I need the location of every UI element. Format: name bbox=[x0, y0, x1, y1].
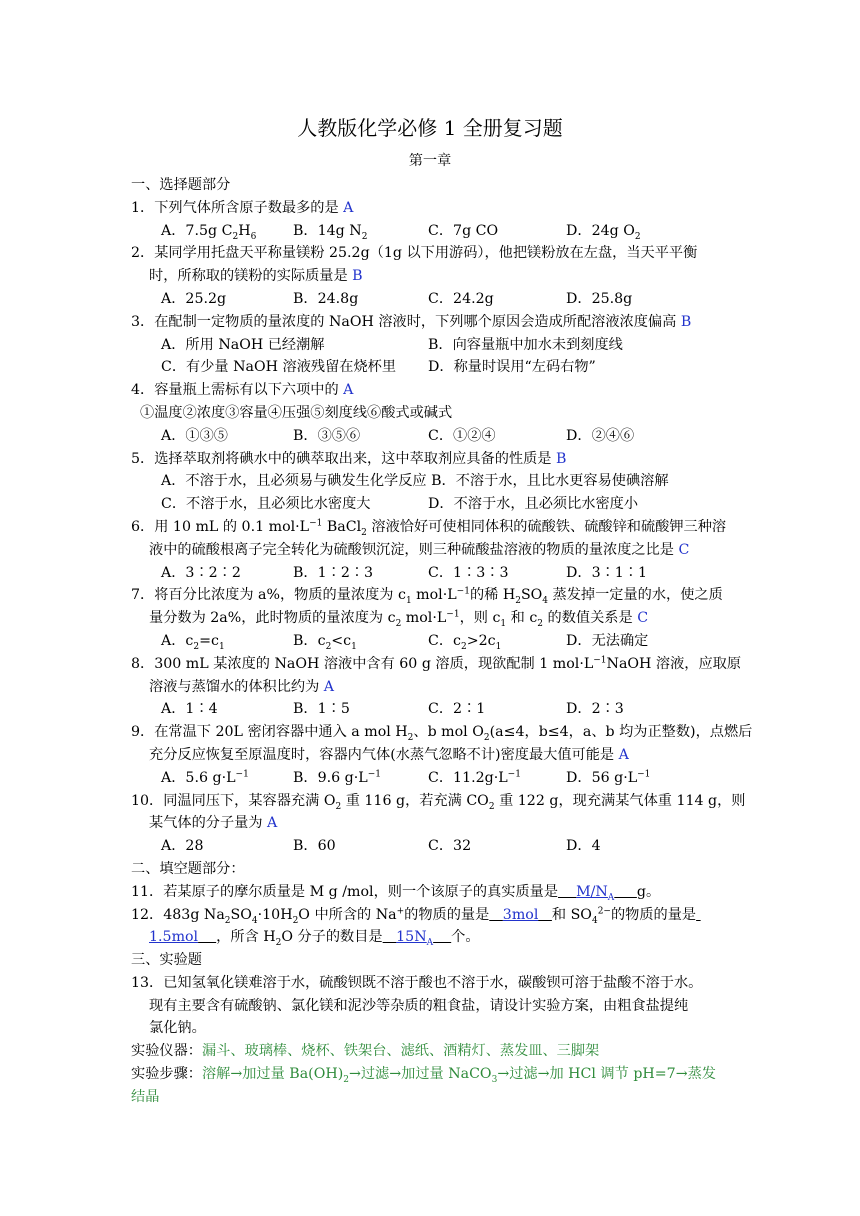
question-6-cont: 液中的硫酸根离子完全转化为硫酸钡沉淀，则三种硫酸盐溶液的物质的量浓度之比是 C bbox=[149, 541, 690, 558]
question-4-items: ①温度②浓度③容量④压强⑤刻度线⑥酸式或碱式 bbox=[140, 404, 453, 421]
question-4: 4．容量瓶上需标有以下六项中的 A bbox=[131, 382, 354, 399]
option-c: C．$11.2g\cdot L^{-1}$ bbox=[428, 768, 521, 786]
question-10-cont: 某气体的分子量为 A bbox=[149, 815, 278, 832]
question-12: 12．483g $Na_2SO_4\cdot 10H_2O$ 中所含的 Na+的物质的量是 3mol 和 $SO_4^{2-}$的物质的量是 bbox=[131, 905, 697, 926]
option-a: A．5.6 $g\cdot L^{-1}$ bbox=[161, 768, 249, 786]
option-d: D．24g $O_2$ bbox=[566, 222, 641, 242]
question-1-options bbox=[131, 220, 731, 243]
question-12-cont: 1.5mol ，所含 $H_2O$ 分子的数目是 $15N_A$ 个。 bbox=[149, 929, 480, 949]
question-11: 11．若某原子的摩尔质量是 M g /mol，则一个该原子的真实质量是 $M/N_A$ g。 bbox=[131, 883, 661, 903]
steps-line-2: 结晶 bbox=[131, 1088, 160, 1105]
steps-answer: 溶解→加过量 $Ba(OH)_2\to$过滤→加过量 NaCO$_3$→过滤→加 HCl 调节 pH=7→蒸发 bbox=[201, 1066, 716, 1085]
option-d: D．②④⑥ bbox=[566, 427, 635, 444]
question-3-options-cd bbox=[131, 356, 731, 379]
question-9-options bbox=[131, 767, 731, 790]
section-heading-fill: 二、填空题部分： bbox=[131, 860, 245, 877]
fill-answer-12a: 3mol bbox=[502, 906, 539, 923]
answer-5: B bbox=[555, 450, 567, 467]
instruments-line: 实验仪器：漏斗、玻璃棒、烧杯、铁架台、滤纸、酒精灯、蒸发皿、三脚架 bbox=[131, 1043, 600, 1060]
question-10: 10．同温同压下，某容器充满 $O_2$ 重 116 g，若充满 $CO_2$ 重 122 g，现充满某气体重 114 g，则 bbox=[131, 792, 746, 812]
question-8-options bbox=[131, 698, 731, 721]
answer-4: A bbox=[343, 382, 354, 399]
option-a: A．7.5g $C_2H_6$ bbox=[161, 222, 257, 242]
answer-10: A bbox=[267, 815, 278, 832]
question-8: 8．300 mL 某浓度的 NaOH 溶液中含有 60 g 溶质，现欲配制 1 $mol\cdot L^{-1}NaOH$ 溶液，应取原 bbox=[131, 655, 742, 672]
question-6: 6．用 10 mL 的 0.1 $mol\cdot L^{-1}$ BaCl$_2$ 溶液恰好可使相同体积的硫酸铁、硫酸锌和硫酸钾三种溶 bbox=[131, 518, 727, 538]
option-c: C．2∶1 bbox=[428, 701, 486, 718]
option-d: D．56 $g\cdot L^{-1}$ bbox=[566, 768, 651, 786]
option-b: B．60 bbox=[293, 838, 336, 855]
question-5-options-ab bbox=[131, 470, 731, 493]
question-13-cont-2: 氯化钠。 bbox=[149, 1020, 206, 1037]
option-c: C．24.2g bbox=[428, 290, 494, 307]
option-a: A．28 bbox=[161, 838, 204, 855]
answer-2: B bbox=[352, 268, 363, 285]
option-b: B．向容量瓶中加水未到刻度线 bbox=[428, 336, 623, 353]
section-heading-experiment: 三、实验题 bbox=[131, 952, 202, 969]
option-c: C．7g CO bbox=[428, 222, 499, 239]
option-d: D．3∶1∶1 bbox=[566, 564, 648, 581]
question-2-options bbox=[131, 288, 731, 311]
answer-3: B bbox=[680, 313, 692, 330]
option-c: C．①②④ bbox=[428, 427, 496, 444]
question-9: 9．在常温下 20L 密闭容器中通入 a mol $H_2$、b mol $O_2(a\le 4$，b≤4，a、b 均为正整数)，点燃后 bbox=[131, 724, 753, 743]
question-6-options bbox=[131, 562, 731, 585]
option-b: B．$c_2<c_1$ bbox=[293, 632, 357, 652]
option-c: C．1∶3∶3 bbox=[428, 564, 509, 581]
option-a: A．25.2g bbox=[161, 290, 227, 307]
option-b: B．14g $N_2$ bbox=[293, 222, 368, 242]
option-c: C．$c_2>2c_1$ bbox=[428, 632, 502, 652]
option-a: A．所用 NaOH 已经潮解 bbox=[161, 336, 325, 353]
answer-6: C bbox=[678, 541, 690, 558]
steps-line: 实验步骤：溶解→加过量 $Ba(OH)_2\to$过滤→加过量 NaCO$_3$→过滤→加 HCl 调节 pH=7→蒸发 bbox=[131, 1066, 716, 1085]
question-2: 2．某同学用托盘天平称量镁粉 25.2g（1g 以下用游码），他把镁粉放在左盘，当天平平衡 bbox=[131, 245, 698, 262]
option-b: B．1∶2∶3 bbox=[293, 564, 374, 581]
answer-7: C bbox=[637, 610, 649, 627]
option-d: D．无法确定 bbox=[566, 632, 649, 649]
option-a: A．3∶2∶2 bbox=[161, 564, 241, 581]
option-b: B．24.8g bbox=[293, 290, 359, 307]
question-10-options bbox=[131, 835, 731, 858]
question-5-options-cd bbox=[131, 493, 731, 516]
option-c: C．不溶于水，且必须比水密度大 bbox=[161, 496, 371, 513]
option-a: A．1∶4 bbox=[161, 701, 218, 718]
option-d: D．不溶于水，且必须比水密度小 bbox=[428, 496, 639, 513]
document-body bbox=[131, 174, 753, 1109]
option-d: D．25.8g bbox=[566, 290, 633, 307]
question-8-cont: 溶液与蒸馏水的体积比约为 A bbox=[149, 678, 335, 695]
fill-answer-12b: 1.5mol bbox=[149, 929, 199, 946]
fill-answer-11: $M/N_A$ bbox=[576, 883, 615, 903]
option-a: A．$c_2=c_1$ bbox=[161, 632, 225, 652]
question-4-options bbox=[131, 425, 731, 448]
option-b: B．9.6 $g\cdot L^{-1}$ bbox=[293, 768, 381, 786]
section-heading-choice: 一、选择题部分 bbox=[131, 177, 231, 193]
option-b: B．1∶5 bbox=[293, 701, 350, 718]
question-7: 7．将百分比浓度为 a%，物质的量浓度为 $c_1$ $mol\cdot L^{-1}$的稀 $H_2SO_4$ 蒸发掉一定量的水，使之质 bbox=[131, 586, 723, 607]
question-3: 3．在配制一定物质的量浓度的 NaOH 溶液时，下列哪个原因会造成所配溶液浓度偏高 B bbox=[131, 313, 692, 330]
answer-1: A bbox=[343, 199, 354, 216]
option-a-b: A．不溶于水，且必须易与碘发生化学反应 B．不溶于水，且比水更容易使碘溶解 bbox=[161, 473, 669, 490]
question-5: 5．选择萃取剂将碘水中的碘萃取出来，这中萃取剂应具备的性质是 B bbox=[131, 450, 567, 467]
option-a: A．①③⑤ bbox=[161, 427, 228, 444]
option-c: C．有少量 NaOH 溶液残留在烧杯里 bbox=[161, 359, 397, 376]
option-d: D．称量时误用“左码右物” bbox=[428, 359, 596, 376]
option-d: D．2∶3 bbox=[566, 701, 624, 718]
question-13-cont-1: 现有主要含有硫酸钠、氯化镁和泥沙等杂质的粗食盐，请设计实验方案，由粗食盐提纯 bbox=[149, 997, 689, 1014]
chapter-heading: 第一章 bbox=[408, 153, 452, 169]
question-7-cont: 量分数为 2a%，此时物质的量浓度为 $c_2$ $mol\cdot L^{-1}$，则 $c_1$ 和 $c_2$ 的数值关系是 C bbox=[149, 609, 649, 629]
answer-8: A bbox=[323, 678, 335, 695]
option-d: D．4 bbox=[566, 838, 601, 855]
question-3-options-ab bbox=[131, 334, 731, 357]
question-1: 1．下列气体所含原子数最多的是 A bbox=[131, 199, 354, 216]
instruments-answer: 漏斗、玻璃棒、烧杯、铁架台、滤纸、酒精灯、蒸发皿、三脚架 bbox=[201, 1043, 600, 1060]
question-2-cont: 时，所称取的镁粉的实际质量是 B bbox=[149, 268, 363, 285]
fill-answer-12c: $15N_A$ bbox=[396, 929, 434, 949]
option-b: B．③⑤⑥ bbox=[293, 427, 361, 444]
option-c: C．32 bbox=[428, 838, 472, 855]
question-7-options bbox=[131, 630, 731, 653]
question-9-cont: 充分反应恢复至原温度时，容器内气体(水蒸气忽略不计)密度最大值可能是 A bbox=[149, 746, 629, 763]
document-title: 人教版化学必修 1 全册复习题 bbox=[297, 116, 563, 140]
question-13: 13．已知氢氧化镁难溶于水，硫酸钡既不溶于酸也不溶于水，碳酸钡可溶于盐酸不溶于水。 bbox=[131, 974, 703, 991]
answer-9: A bbox=[618, 746, 629, 763]
